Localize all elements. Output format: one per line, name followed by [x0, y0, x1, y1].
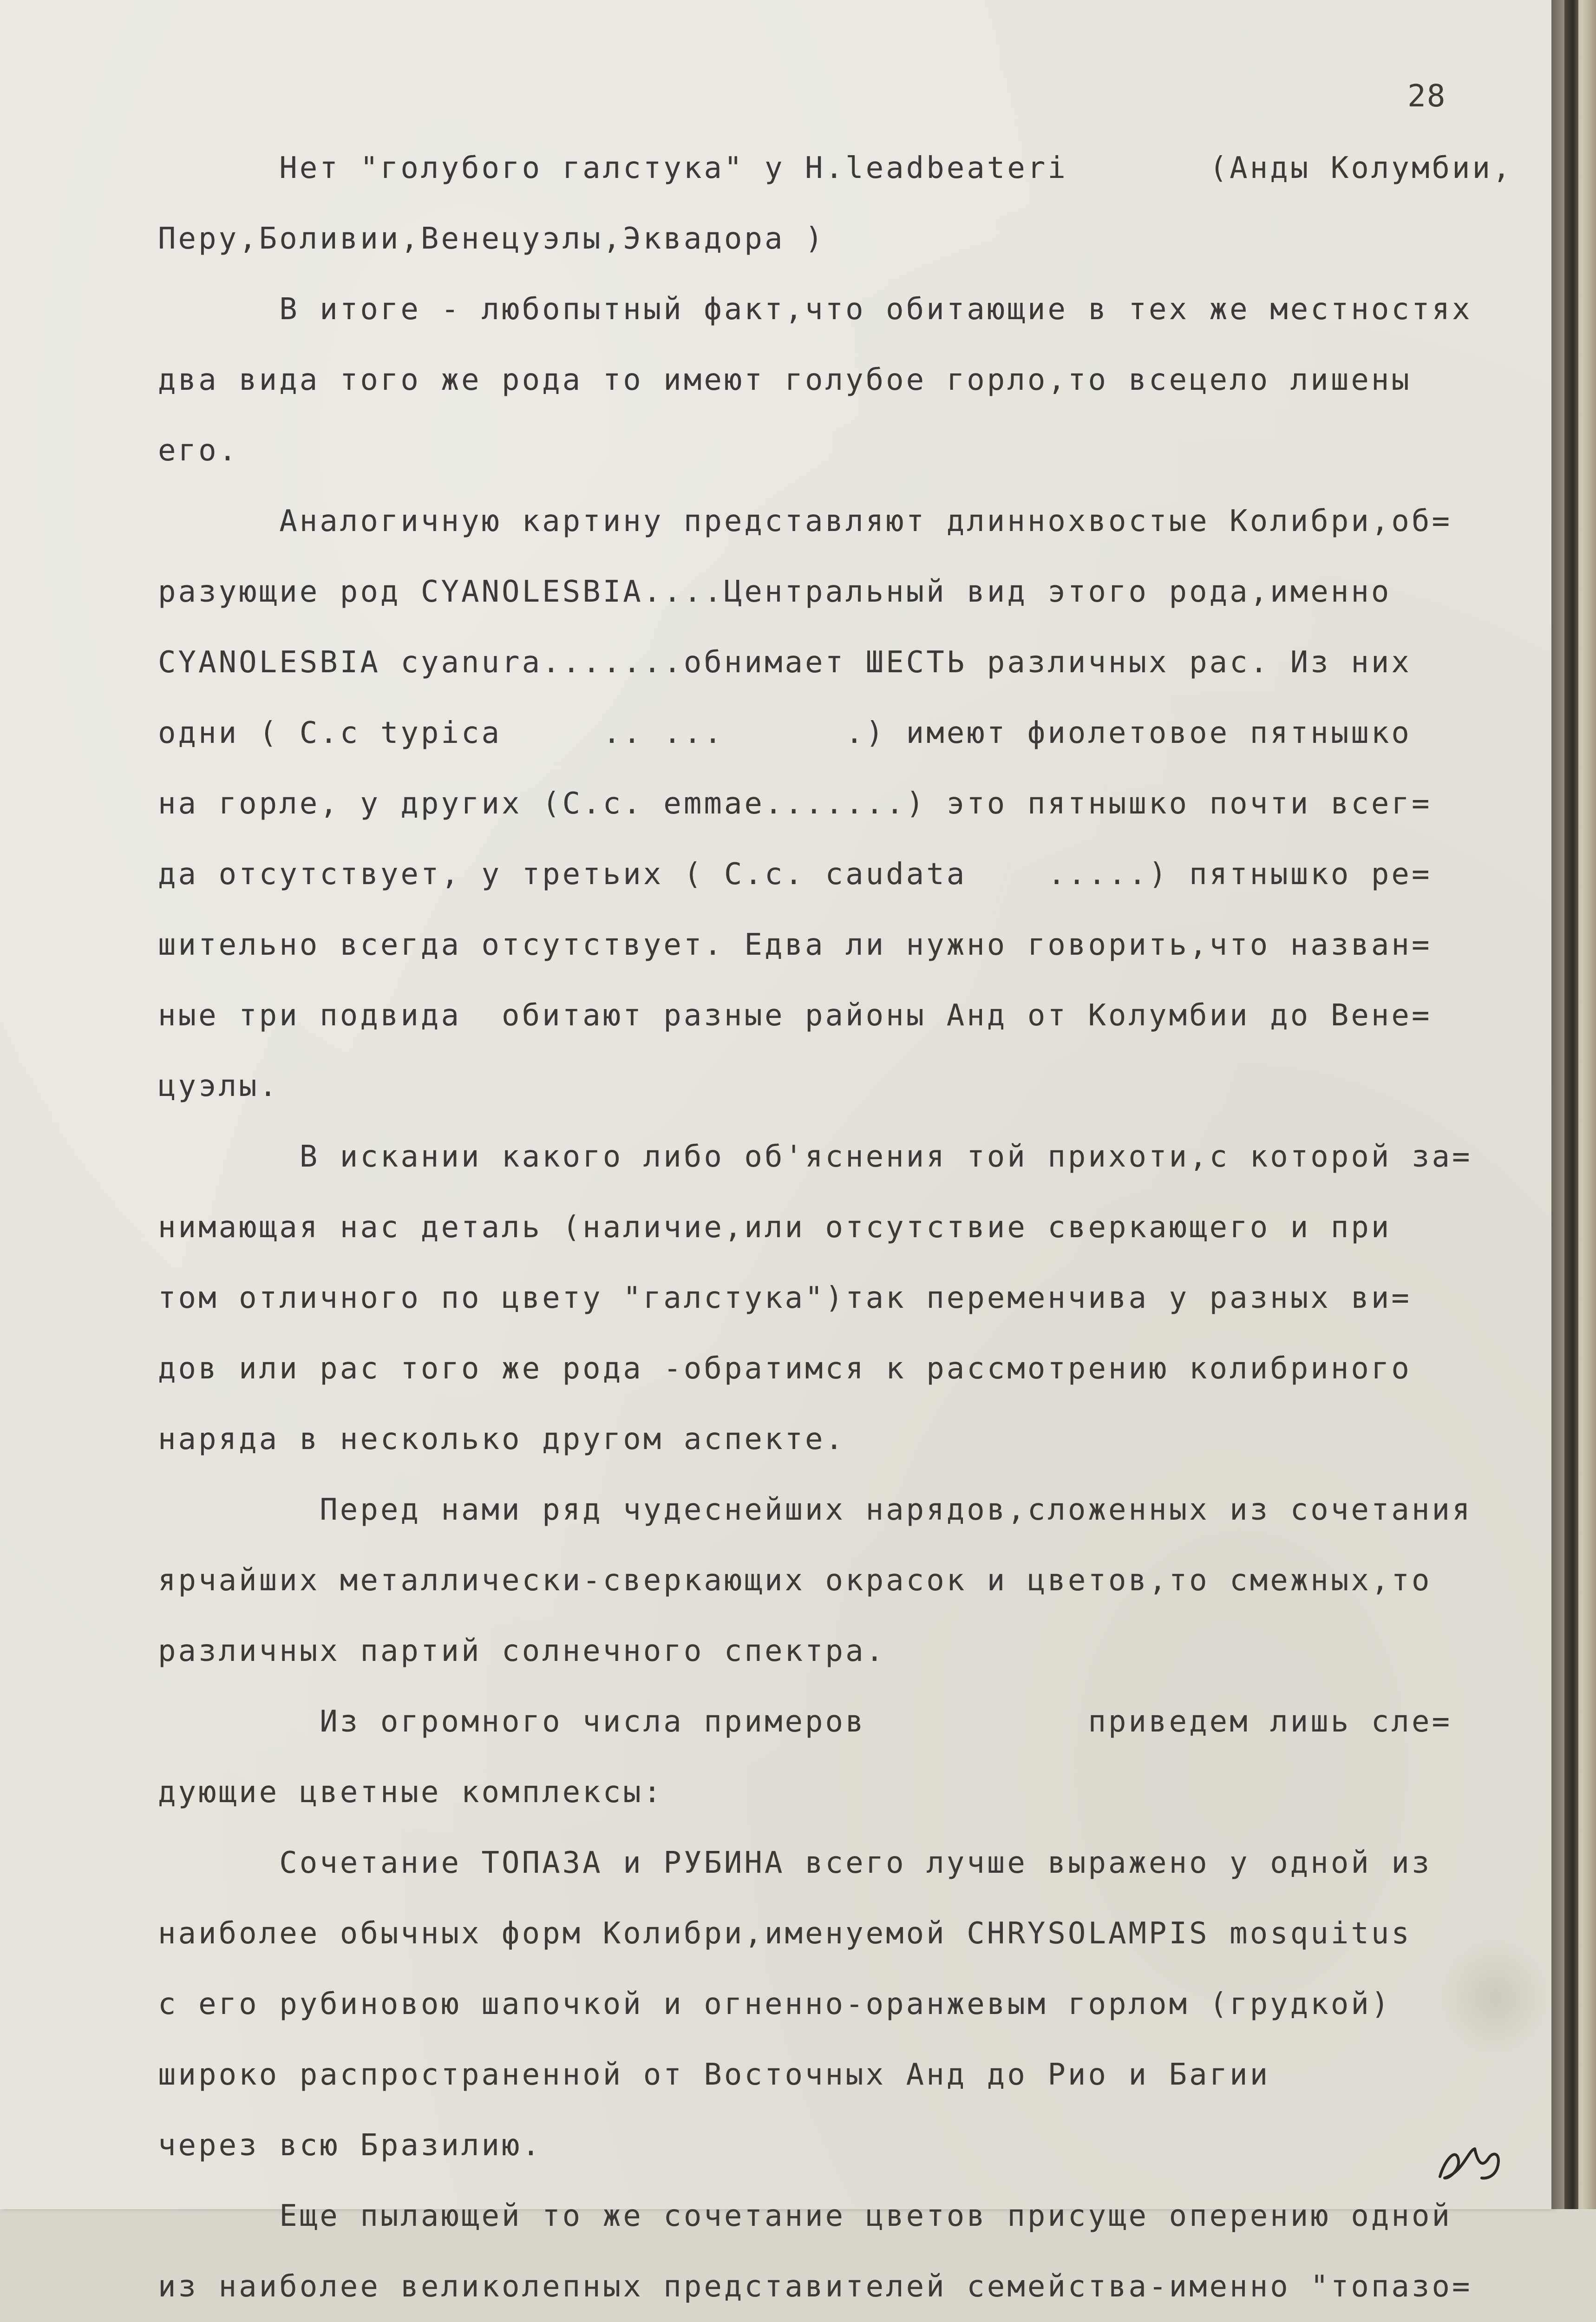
text-line: В итоге - любопытный факт,что обитающие в тех же местностях: [158, 292, 1472, 327]
handwritten-initials: [1431, 2132, 1510, 2188]
text-line: различных партий солнечного спектра.: [158, 1634, 886, 1668]
text-line: его.: [158, 433, 239, 468]
text-line: Еще пылающей то же сочетание цветов присуще оперению одной: [158, 2199, 1452, 2233]
text-line: через всю Бразилию.: [158, 2128, 543, 2163]
text-line: Аналогичную картину представляют длиннохвостые Колибри,об=: [158, 504, 1452, 538]
text-line: разующие род CYANOLESBIA....Центральный вид этого рода,именно: [158, 575, 1392, 609]
text-line: с его рубиновою шапочкой и огненно-оранжевым горлом (грудкой): [158, 1987, 1392, 2021]
text-line: ярчайших металлически-сверкающих окрасок и цветов,то смежных,то: [158, 1563, 1432, 1598]
text-line: Сочетание ТОПАЗА и РУБИНА всего лучше выражено у одной из: [158, 1846, 1432, 1880]
text-line: наряда в несколько другом аспекте.: [158, 1422, 846, 1456]
text-line: В искании какого либо об'яснения той прихоти,с которой за=: [158, 1140, 1472, 1174]
text-line: наиболее обычных форм Колибри,именуемой CHRYSOLAMPIS mosquitus: [158, 1916, 1412, 1951]
text-line: дов или рас того же рода -обратимся к рассмотрению колибриного: [158, 1351, 1412, 1386]
text-line: широко распространенной от Восточных Анд до Рио и Багии: [158, 2058, 1270, 2092]
text-line: Перед нами ряд чудеснейших нарядов,сложенных из сочетания: [158, 1493, 1472, 1527]
binding-spine: [1564, 0, 1578, 2209]
text-line: Нет "голубого галстука" у H.leadbeateri (Анды Колумбии,: [158, 151, 1513, 185]
text-line: Из огромного числа примеров приведем лишь сле=: [158, 1705, 1452, 1739]
text-line: цуэлы.: [158, 1069, 280, 1103]
text-line: одни ( C.c typica .. ... .) имеют фиолетовое пятнышко: [158, 716, 1412, 750]
text-line: два вида того же рода то имеют голубое горло,то всецело лишены: [158, 363, 1412, 397]
text-line: да отсутствует, у третьих ( C.c. caudata .....) пятнышко ре=: [158, 857, 1432, 892]
text-line: дующие цветные комплексы:: [158, 1775, 664, 1810]
text-line: Перу,Боливии,Венецуэлы,Эквадора ): [158, 222, 825, 256]
text-line: нимающая нас деталь (наличие,или отсутствие сверкающего и при: [158, 1210, 1392, 1245]
text-line: CYANOLESBIA cyanura.......обнимает ШЕСТЬ различных рас. Из них: [158, 645, 1412, 680]
text-line: ные три подвида обитают разные районы Анд от Колумбии до Вене=: [158, 998, 1432, 1033]
page-number: 28: [1407, 78, 1446, 114]
text-line: на горле, у других (C.c. emmae.......) это пятнышко почти всег=: [158, 787, 1432, 821]
text-line: том отличного по цвету "галстука")так переменчива у разных ви=: [158, 1281, 1412, 1315]
text-line: шительно всегда отсутствует. Едва ли нужно говорить,что назван=: [158, 928, 1432, 962]
typewritten-text: [158, 139, 1513, 2322]
text-line: из наиболее великолепных представителей семейства-именно "топазо=: [158, 2270, 1472, 2304]
